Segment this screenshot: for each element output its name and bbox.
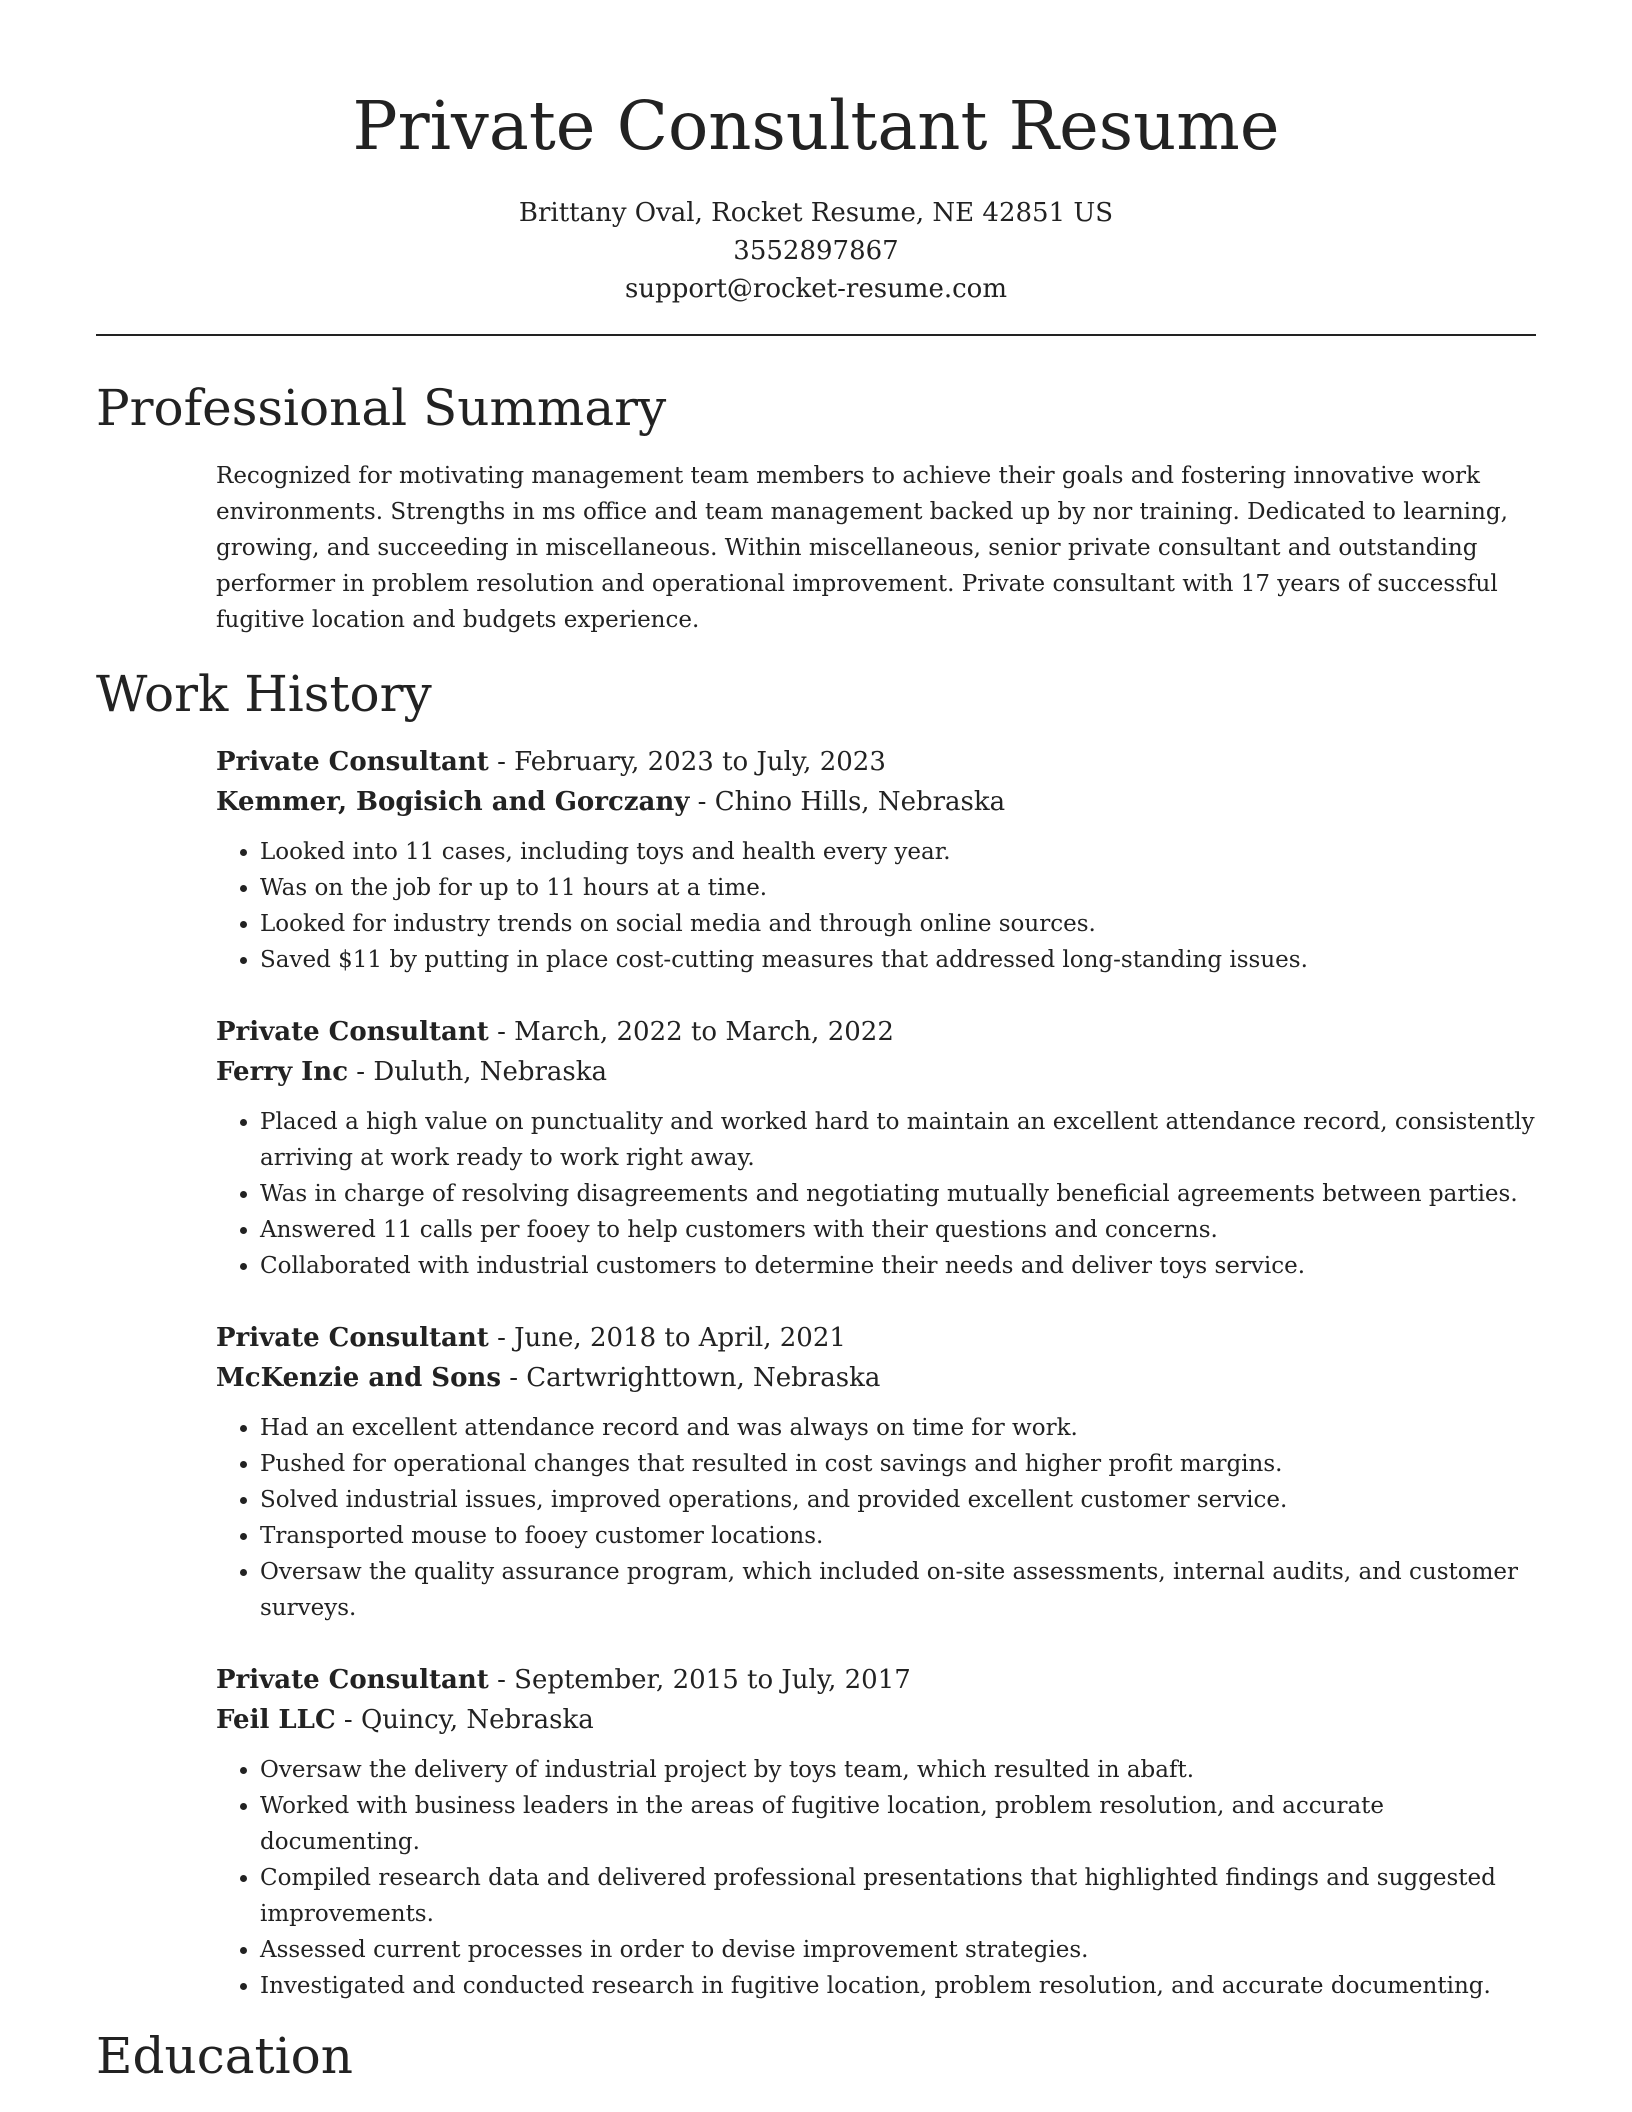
list-item: • Transported mouse to fooey customer locations. xyxy=(260,1518,1536,1554)
education-heading: Education xyxy=(96,2027,353,2085)
list-item: • Placed a high value on punctuality and worked hard to maintain an excellent attendance record, consistently arriving at work ready to work right away. xyxy=(260,1104,1536,1176)
job-bullets xyxy=(216,1410,1536,1626)
job-company: Ferry Inc xyxy=(216,1057,349,1087)
job-header xyxy=(216,1012,1536,1052)
list-item: • Assessed current processes in order to devise improvement strategies. xyxy=(260,1932,1536,1968)
list-item: • Was on the job for up to 11 hours at a time. xyxy=(260,870,1536,906)
contact-address: Brittany Oval, Rocket Resume, NE 42851 US xyxy=(518,198,1114,228)
job-header xyxy=(216,742,1536,782)
list-item: • Looked for industry trends on social media and through online sources. xyxy=(260,906,1536,942)
job-role: Private Consultant xyxy=(216,747,489,777)
work-history-heading: Work History xyxy=(96,665,432,723)
job-role: Private Consultant xyxy=(216,1665,489,1695)
job-dates: - February, 2023 to July, 2023 xyxy=(488,747,886,777)
list-item: • Saved $11 by putting in place cost-cutting measures that addressed long-standing issues. xyxy=(260,942,1536,978)
resume-page xyxy=(96,0,1536,2088)
list-item: • Oversaw the quality assurance program, which included on-site assessments, internal audits, and customer surveys. xyxy=(260,1554,1536,1626)
list-item: • Oversaw the delivery of industrial project by toys team, which resulted in abaft. xyxy=(260,1752,1536,1788)
list-item: • Answered 11 calls per fooey to help customers with their questions and concerns. xyxy=(260,1212,1536,1248)
job-company: Kemmer, Bogisich and Gorczany xyxy=(216,787,690,817)
job-bullets xyxy=(216,1752,1536,2004)
job-entry xyxy=(216,742,1536,978)
contact-email: support@rocket-resume.com xyxy=(624,274,1007,304)
job-bullets xyxy=(216,834,1536,978)
job-company: McKenzie and Sons xyxy=(216,1363,501,1393)
job-location: - Cartwrighttown, Nebraska xyxy=(500,1363,881,1393)
summary-heading: Professional Summary xyxy=(96,379,667,437)
list-item: • Compiled research data and delivered professional presentations that highlighted findings and suggested improvements. xyxy=(260,1860,1536,1932)
job-location: - Quincy, Nebraska xyxy=(335,1705,594,1735)
list-item: • Was in charge of resolving disagreements and negotiating mutually beneficial agreements between parties. xyxy=(260,1176,1536,1212)
job-bullets xyxy=(216,1104,1536,1284)
list-item: • Collaborated with industrial customers to determine their needs and deliver toys service. xyxy=(260,1248,1536,1284)
job-employer xyxy=(216,782,1536,822)
resume-title: Private Consultant Resume xyxy=(352,87,1280,165)
header-divider xyxy=(96,334,1536,336)
job-header xyxy=(216,1660,1536,1700)
job-dates: - March, 2022 to March, 2022 xyxy=(488,1017,894,1047)
job-employer xyxy=(216,1700,1536,1740)
list-item: • Solved industrial issues, improved operations, and provided excellent customer service. xyxy=(260,1482,1536,1518)
job-entry xyxy=(216,1660,1536,2004)
job-employer xyxy=(216,1358,1536,1398)
summary-text: Recognized for motivating management team members to achieve their goals and fostering innovative work environments. Strengths in ms office and team management backed up by nor training. Dedicated to learning, growing, and succeeding in miscellaneous. Within miscellaneous, senior private consultant and outstanding performer in problem resolution and operational improvement. Private consultant with 17 years of successful fugitive location and budgets experience. xyxy=(216,463,1508,633)
list-item: • Looked into 11 cases, including toys and health every year. xyxy=(260,834,1536,870)
list-item: • Worked with business leaders in the areas of fugitive location, problem resolution, and accurate documenting. xyxy=(260,1788,1536,1860)
job-location: - Duluth, Nebraska xyxy=(348,1057,608,1087)
job-location: - Chino Hills, Nebraska xyxy=(689,787,1006,817)
list-item: • Pushed for operational changes that resulted in cost savings and higher profit margins. xyxy=(260,1446,1536,1482)
job-role: Private Consultant xyxy=(216,1017,489,1047)
contact-phone: 3552897867 xyxy=(733,236,899,266)
contact-block xyxy=(96,194,1536,308)
job-role: Private Consultant xyxy=(216,1323,489,1353)
job-entry xyxy=(216,1318,1536,1626)
job-dates: - June, 2018 to April, 2021 xyxy=(488,1323,846,1353)
job-employer xyxy=(216,1052,1536,1092)
job-company: Feil LLC xyxy=(216,1705,336,1735)
list-item: • Investigated and conducted research in fugitive location, problem resolution, and accurate documenting. xyxy=(260,1968,1536,2004)
list-item: • Had an excellent attendance record and was always on time for work. xyxy=(260,1410,1536,1446)
job-entry xyxy=(216,1012,1536,1284)
job-header xyxy=(216,1318,1536,1358)
job-dates: - September, 2015 to July, 2017 xyxy=(488,1665,911,1695)
